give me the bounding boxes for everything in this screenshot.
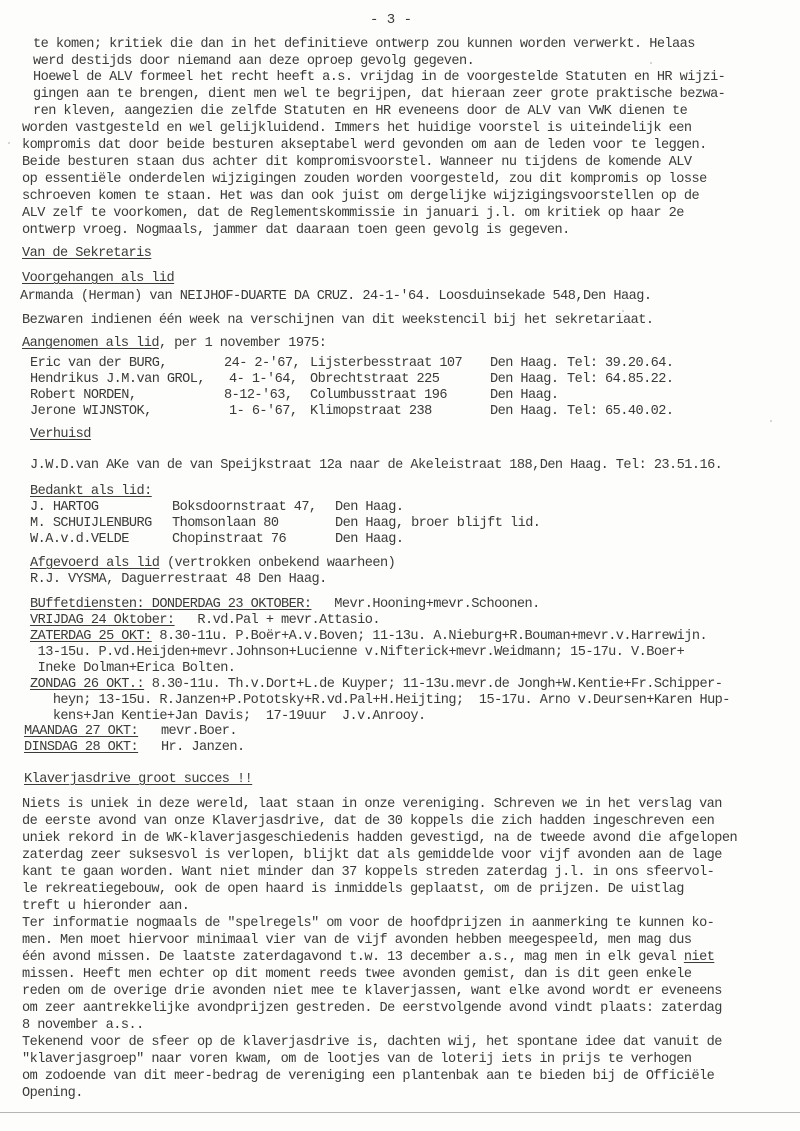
resigned-note: Den Haag, broer blijft lid. (335, 516, 541, 531)
text-line: uniek rekord in de WK-klaverjasgeschiedenis hadden gevestigd, na de tweede avond die afgelopen (22, 831, 738, 846)
member-name: Jerone WIJNSTOK, (30, 404, 152, 419)
buffet-staff: mevr.Boer. (138, 724, 238, 739)
buffet-day-label: ZONDAG 26 OKT.: (30, 677, 145, 692)
text-line: gingen aan te brengen, dient men wel te begrijpen, dat hieraan zeer grote praktische bezwa- (33, 87, 726, 102)
text-line: "klaverjasgroep" naar voren kwam, om de lootjes van de loterij iets in prijs te verhogen (22, 1052, 692, 1067)
resigned-note: Den Haag. (335, 500, 404, 515)
text-line: 8 november a.s.. (22, 1018, 144, 1033)
resigned-name: J. HARTOG (30, 500, 99, 515)
heading-removed: Afgevoerd als lid (30, 556, 160, 571)
buffet-staff: Hr. Janzen. (138, 740, 245, 755)
section-heading-secretary: Van de Sekretaris (22, 246, 152, 261)
buffet-day-label: MAANDAG 27 OKT: (24, 724, 139, 739)
buffet-line (30, 645, 684, 660)
member-dob: 8-12-'63, (224, 388, 293, 403)
buffet-day-label: BUffetdiensten: DONDERDAG 23 OKTOBER: (30, 597, 312, 612)
text-line: Hoewel de ALV formeel het recht heeft a.s. vrijdag in de voorgestelde Statuten en HR wijzi- (33, 70, 726, 85)
member-name: Eric van der BURG, (30, 356, 167, 371)
buffet-line (24, 724, 237, 739)
member-dob: 4- 1-'64, (229, 372, 298, 387)
text-line: schroeven komen te staan. Het was dan ook juist om dergelijke wijzigingsvoorstellen op de (22, 189, 700, 204)
member-tel: Tel: 64.85.22. (567, 372, 674, 387)
heading-moved: Verhuisd (30, 427, 91, 442)
resigned-address: Boksdoornstraat 47, (172, 500, 317, 515)
buffet-staff: 8.30-11u. Th.v.Dort+L.de Kuyper; 11-13u.mevr.de Jongh+W.Kentie+Fr.Schipper- (144, 677, 723, 692)
text-line: Ter informatie nogmaals de "spelregels" om voor de hoofdprijzen in aanmerking te kunnen ko- (22, 916, 715, 931)
buffet-line (30, 677, 722, 692)
text-line (22, 950, 714, 965)
buffet-line (30, 597, 540, 612)
buffet-line (30, 613, 380, 628)
text-line: de eerste avond van onze Klaverjasdrive, dat de 30 koppels die zich hadden ingeschreven een (22, 814, 715, 829)
scan-speck (8, 142, 10, 144)
page-number: - 3 - (370, 12, 413, 28)
text-line: om zeer aantrekkelijke avondprijzen gestreden. De eerstvolgende avond vindt plaats: zaterdag (22, 1001, 722, 1016)
objection-note: Bezwaren indienen één week na verschijnen van dit weekstencil bij het sekretariaat. (22, 313, 654, 328)
resigned-address: Chopinstraat 76 (172, 532, 287, 547)
text-line: zaterdag zeer suksesvol is verlopen, blijkt dat als gemiddelde voor vijf avonden aan de lage (22, 848, 722, 863)
buffet-day-label: ZATERDAG 25 OKT: (30, 629, 152, 644)
buffet-staff: 13-15u. P.vd.Heijden+mevr.Johnson+Lucienne v.Nifterick+mevr.Weidmann; 15-17u. V.Boer+ (30, 645, 685, 660)
buffet-line (30, 629, 707, 644)
proposed-member-entry: Armanda (Herman) van NEIJHOF-DUARTE DA CRUZ. 24-1-'64. Loosduinsekade 548,Den Haag. (20, 289, 652, 304)
text-line: om zodoende van dit meer-bedrag de vereniging een plantenbak aan te bieden bij de Officiële (22, 1069, 715, 1084)
scan-speck (622, 310, 624, 312)
text-line: werd destijds door niemand aan deze oproep gevolg gegeven. (33, 54, 475, 69)
member-tel: Tel: 65.40.02. (567, 404, 674, 419)
text-line: Beide besturen staan dus achter dit kompromisvoorstel. Wanneer nu tijdens de komende ALV (22, 155, 692, 170)
buffet-line (30, 661, 235, 676)
buffet-line (30, 693, 730, 708)
removed-entry: R.J. VYSMA, Daguerrestraat 48 Den Haag. (30, 572, 327, 587)
member-street: Columbusstraat 196 (310, 388, 447, 403)
heading-proposed-members: Voorgehangen als lid (22, 271, 175, 286)
scan-speck (650, 62, 652, 64)
accepted-heading-line (22, 336, 326, 351)
member-street: Lijsterbesstraat 107 (310, 356, 463, 371)
buffet-day-label: DINSDAG 28 OKT: (24, 740, 139, 755)
text-line: Niets is uniek in deze wereld, laat staan in onze vereniging. Schreven we in het verslag van (22, 797, 722, 812)
member-city: Den Haag. (490, 404, 559, 419)
buffet-staff: R.vd.Pal + mevr.Attasio. (174, 613, 380, 628)
member-city: Den Haag. (490, 356, 559, 371)
text-line: missen. Heeft men echter op dit moment reeds twee avonden gemist, dan is dit geen enkele (22, 967, 692, 982)
buffet-day-label: VRIJDAG 24 Oktober: (30, 613, 175, 628)
member-city: Den Haag. (490, 372, 559, 387)
accepted-date: , per 1 november 1975: (158, 336, 327, 351)
resigned-address: Thomsonlaan 80 (172, 516, 279, 531)
removed-heading-line (30, 556, 395, 571)
text-line: ALV zelf te voorkomen, dat de Reglementskommissie in januari j.l. om kritiek op haar 2e (22, 206, 684, 221)
buffet-line (24, 740, 245, 755)
removed-reason: (vertrokken onbekend waarheen) (159, 556, 396, 571)
member-name: Hendrikus J.M.van GROL, (30, 372, 205, 387)
heading-resigned: Bedankt als lid: (30, 484, 152, 499)
member-dob: 1- 6-'67, (229, 404, 298, 419)
text-line: Opening. (22, 1086, 83, 1101)
member-city: Den Haag. (490, 388, 559, 403)
text-line: kant te gaan worden. Want niet minder dan 37 koppels streden zaterdag j.l. in ons sfeervol- (22, 865, 715, 880)
buffet-line (30, 709, 426, 724)
resigned-note: Den Haag. (335, 532, 404, 547)
member-name: Robert NORDEN, (30, 388, 137, 403)
text-line: ontwerp vroeg. Nogmaals, jammer dat daaraan toen geen gevolg is gegeven. (22, 223, 570, 238)
heading-accepted-members: Aangenomen als lid (22, 336, 159, 351)
text-line: kompromis dat door beide besturen akseptabel werd gevonden om aan de leden voor te leggen. (22, 138, 707, 153)
emphasis-word: niet (683, 950, 715, 965)
buffet-staff: kens+Jan Kentie+Jan Davis; 17-19uur J.v.Anrooy. (30, 709, 426, 724)
text-line: te komen; kritiek die dan in het definitieve ontwerp zou kunnen worden verwerkt. Helaas (33, 37, 695, 52)
text-line: men. Men moet hiervoor minimaal vier van de vijf avonden hebben meegespeeld, men mag dus (22, 933, 692, 948)
text-fragment: één avond missen. De laatste zaterdagavond t.w. 13 december a.s., mag men in elk geval (22, 950, 684, 965)
buffet-staff: Ineke Dolman+Erica Bolten. (30, 661, 236, 676)
moved-entry: J.W.D.van AKe van de van Speijkstraat 12a naar de Akeleistraat 188,Den Haag. Tel: 23.51.16. (30, 458, 723, 473)
resigned-name: W.A.v.d.VELDE (30, 532, 129, 547)
text-line: treft u hieronder aan. (22, 899, 190, 914)
text-line: op essentiële onderdelen wijzigingen zouden worden voorgesteld, zou dit kompromis op losse (22, 172, 707, 187)
buffet-staff: heyn; 13-15u. R.Janzen+P.Pototsky+R.vd.Pal+H.Heijting; 15-17u. Arno v.Deursen+Karen Hup- (30, 693, 730, 708)
text-line: Tekenend voor de sfeer op de klaverjasdrive is, dachten wij, het spontane idee dat vanuit de (22, 1035, 722, 1050)
text-line: le rekreatiegebouw, ook de open haard is inmiddels geplaatst, om de prijzen. De uistlag (22, 882, 684, 897)
page-bottom-edge (0, 1112, 800, 1113)
member-dob: 24- 2-'67, (224, 356, 301, 371)
member-street: Klimopstraat 238 (310, 404, 432, 419)
text-line: worden vastgesteld en wel gelijkluidend. Immers het huidige voorstel is uiteindelijk een (22, 121, 692, 136)
scan-speck (770, 420, 772, 422)
buffet-staff: Mevr.Hooning+mevr.Schoonen. (311, 597, 540, 612)
member-street: Obrechtstraat 225 (310, 372, 440, 387)
heading-klaverjasdrive: Klaverjasdrive groot succes !! (24, 772, 253, 787)
resigned-name: M. SCHUIJLENBURG (30, 516, 152, 531)
member-tel: Tel: 39.20.64. (567, 356, 674, 371)
buffet-staff: 8.30-11u. P.Boër+A.v.Boven; 11-13u. A.Nieburg+R.Bouman+mevr.v.Harrewijn. (151, 629, 708, 644)
text-line: ren kleven, aangezien die zelfde Statuten en HR eveneens door de ALV van VWK dienen te (33, 104, 688, 119)
text-line: reden om de overige drie avonden niet mee te klaverjassen, want elke avond wordt er eveneens (22, 984, 722, 999)
